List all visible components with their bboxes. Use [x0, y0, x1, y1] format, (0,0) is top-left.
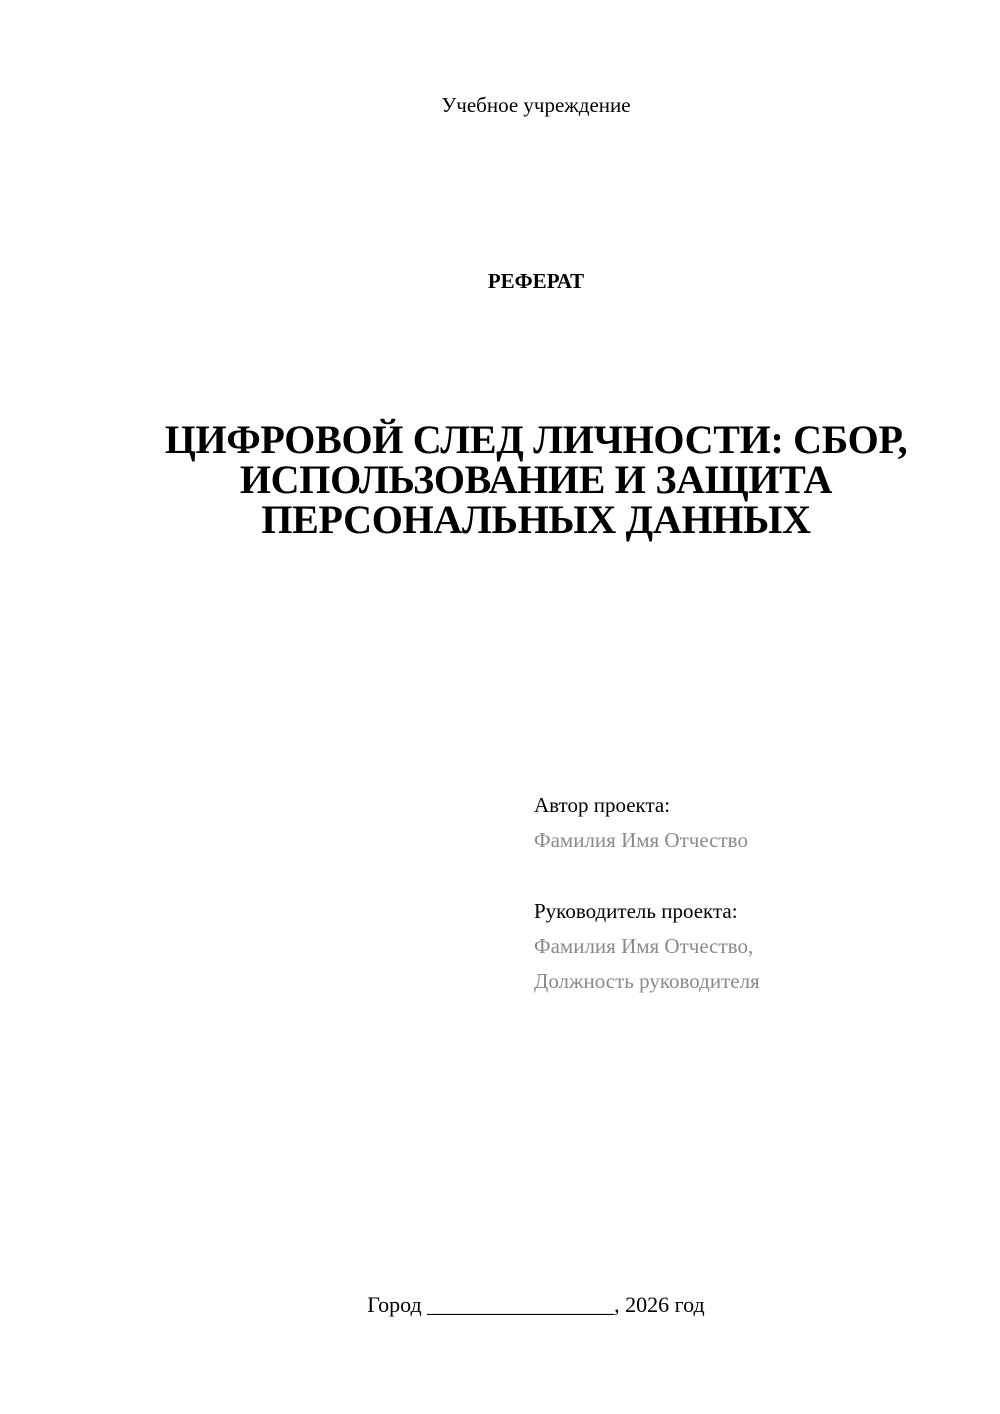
author-name: Фамилия Имя Отчество [534, 828, 748, 852]
title-line-2: ИСПОЛЬЗОВАНИЕ И ЗАЩИТА [239, 457, 833, 502]
supervisor-position: Должность руководителя [534, 969, 760, 993]
supervisor-label: Руководитель проекта: [534, 899, 738, 923]
title-line-1: ЦИФРОВОЙ СЛЕД ЛИЧНОСТИ: СБОР, [164, 417, 908, 462]
supervisor-block [534, 894, 974, 999]
city-year-line: Город _________________, 2026 год [367, 1292, 705, 1317]
author-label: Автор проекта: [534, 793, 671, 817]
document-title [150, 417, 922, 542]
author-block [534, 788, 974, 858]
supervisor-name: Фамилия Имя Отчество, [534, 934, 754, 958]
document-type: РЕФЕРАТ [487, 269, 585, 293]
title-line-3: ПЕРСОНАЛЬНЫХ ДАННЫХ [261, 497, 811, 542]
institution-name: Учебное учреждение [441, 93, 631, 117]
